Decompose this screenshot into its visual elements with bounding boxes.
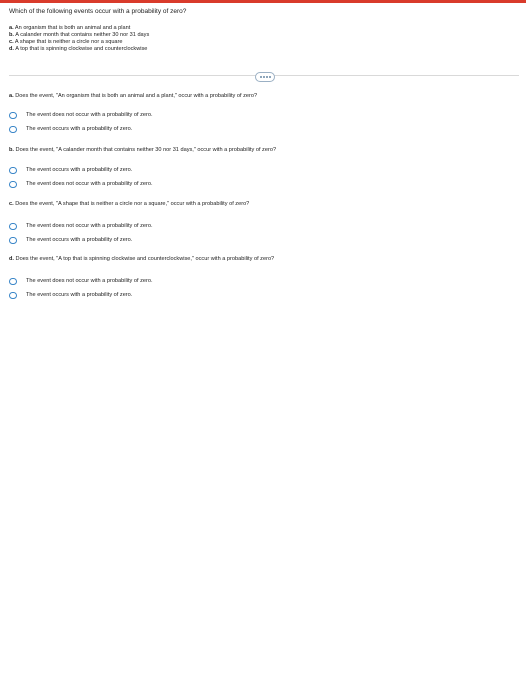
choice-label: The event occurs with a probability of zero.	[26, 167, 133, 173]
part-a-prompt	[9, 93, 257, 99]
radio-button[interactable]	[9, 112, 17, 120]
part-c-choice-2[interactable]	[9, 236, 133, 245]
choice-label: The event does not occur with a probability of zero.	[26, 223, 153, 229]
option-letter: c.	[9, 38, 14, 45]
option-d	[9, 46, 149, 53]
question-options	[9, 25, 149, 53]
option-text: A shape that is neither a circle nor a square	[14, 38, 123, 45]
dot-icon	[266, 76, 268, 78]
radio-button[interactable]	[9, 126, 17, 134]
part-letter: b.	[9, 147, 14, 153]
part-c-prompt	[9, 201, 249, 207]
radio-button[interactable]	[9, 237, 17, 245]
radio-button[interactable]	[9, 167, 17, 175]
option-text: An organism that is both an animal and a plant	[14, 25, 131, 31]
choice-label: The event does not occur with a probability of zero.	[26, 112, 153, 118]
option-text: A top that is spinning clockwise and counterclockwise	[15, 45, 148, 52]
option-letter: b.	[9, 31, 14, 38]
part-b-prompt	[9, 147, 276, 153]
part-a-choice-2[interactable]	[9, 125, 133, 134]
part-text: Does the event, "A shape that is neither a circle nor a square," occur with a probability of zero?	[15, 201, 250, 207]
radio-button[interactable]	[9, 223, 17, 231]
part-c-choice-1[interactable]	[9, 222, 153, 231]
part-letter: d.	[9, 256, 14, 262]
part-text: Does the event, "An organism that is both an animal and a plant," occur with a probability of zero?	[15, 93, 258, 99]
dot-icon	[269, 76, 271, 78]
option-c	[9, 39, 149, 46]
part-b-choice-2[interactable]	[9, 180, 153, 189]
top-accent-bar	[0, 0, 526, 3]
option-letter: a.	[9, 25, 14, 31]
part-text: Does the event, "A calander month that contains neither 30 nor 31 days," occur with a probability of zero?	[15, 147, 277, 153]
expand-toggle-button[interactable]	[255, 72, 275, 82]
option-letter: d.	[9, 45, 14, 52]
part-text: Does the event, "A top that is spinning clockwise and counterclockwise," occur with a probability of zero?	[15, 256, 275, 262]
option-b	[9, 32, 149, 39]
radio-button[interactable]	[9, 292, 17, 300]
question-title: Which of the following events occur with a probability of zero?	[9, 8, 187, 15]
radio-button[interactable]	[9, 181, 17, 189]
part-letter: a.	[9, 93, 14, 99]
dot-icon	[263, 76, 265, 78]
part-d-prompt	[9, 256, 274, 262]
part-d-choice-2[interactable]	[9, 291, 133, 300]
part-a-choice-1[interactable]	[9, 111, 153, 120]
dot-icon	[260, 76, 262, 78]
choice-label: The event occurs with a probability of zero.	[26, 237, 133, 243]
option-text: A calander month that contains neither 30 nor 31 days	[15, 31, 150, 38]
choice-label: The event occurs with a probability of zero.	[26, 126, 133, 132]
choice-label: The event occurs with a probability of zero.	[26, 292, 133, 298]
part-letter: c.	[9, 201, 14, 207]
part-d-choice-1[interactable]	[9, 277, 153, 286]
radio-button[interactable]	[9, 278, 17, 286]
option-a	[9, 25, 149, 32]
part-b-choice-1[interactable]	[9, 166, 133, 175]
choice-label: The event does not occur with a probability of zero.	[26, 181, 153, 187]
choice-label: The event does not occur with a probability of zero.	[26, 278, 153, 284]
